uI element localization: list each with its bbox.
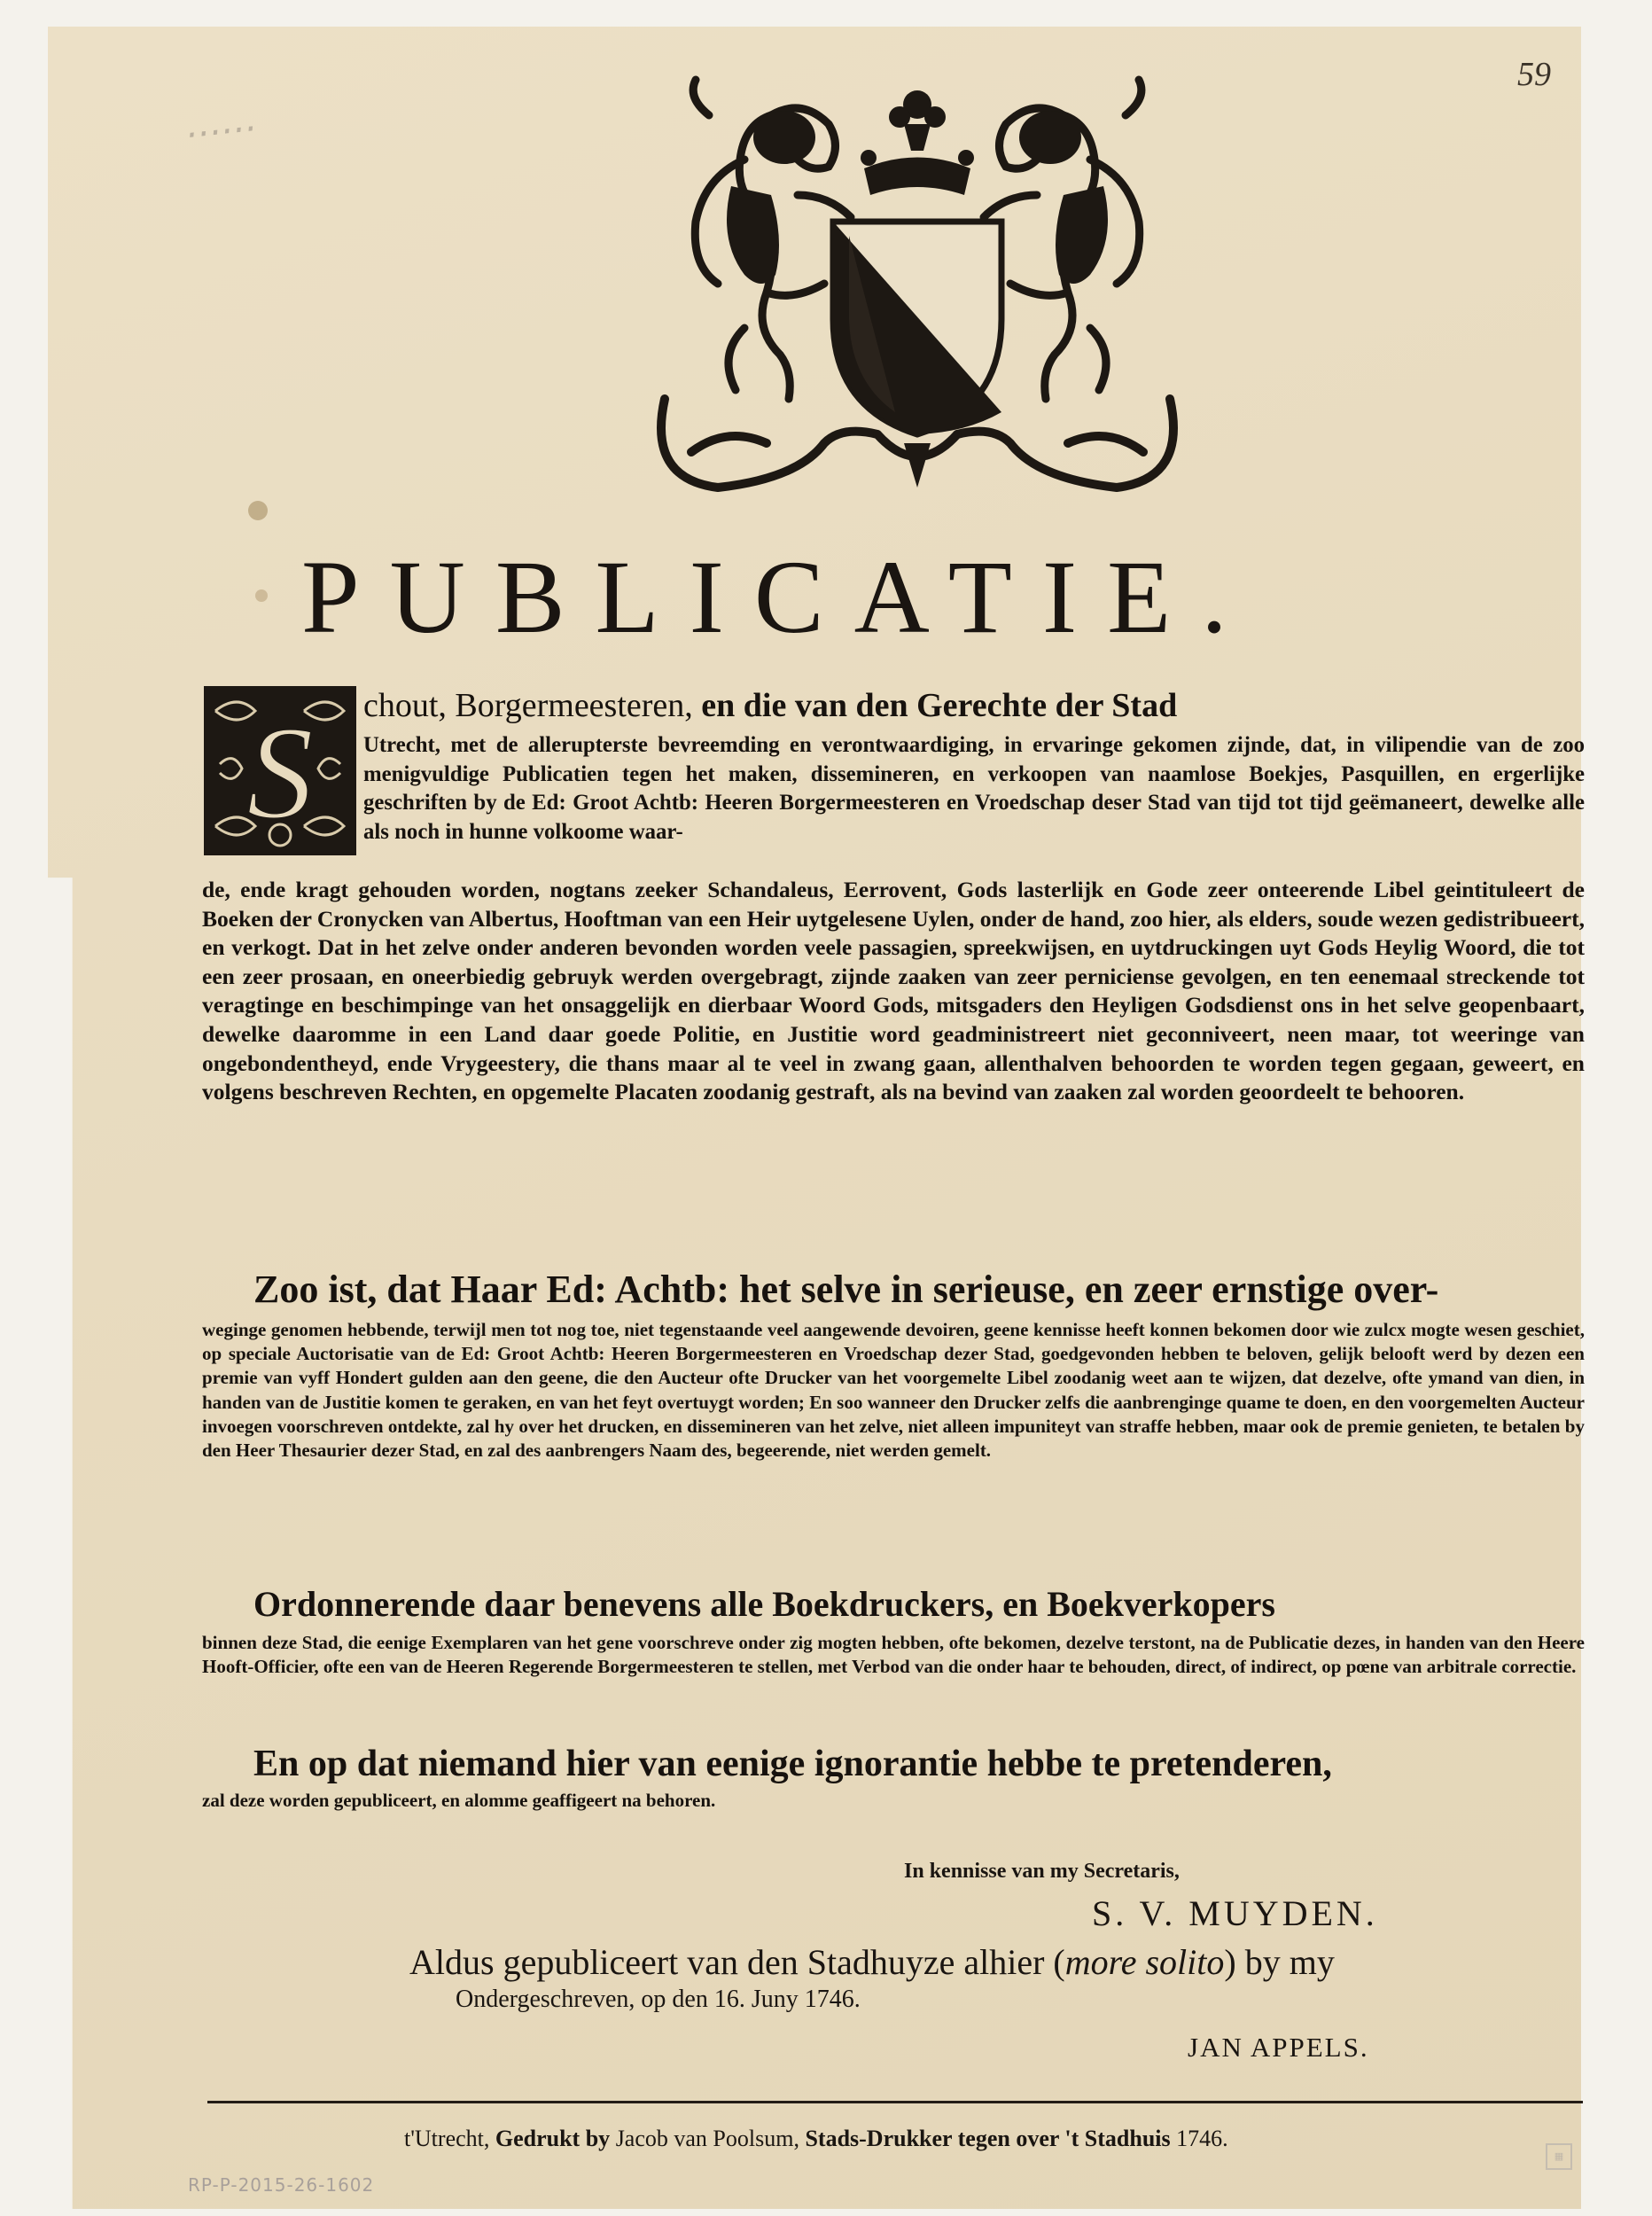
crown-icon xyxy=(861,90,974,195)
paper-stain xyxy=(248,501,268,520)
signer-name: JAN APPELS. xyxy=(1188,2032,1369,2063)
paper-stain xyxy=(255,589,268,602)
imprint-year: 1746. xyxy=(1176,2126,1228,2151)
paragraph-1-body: de, ende kragt gehouden worden, nogtans zeeker Schandaleus, Eerrovent, Gods lasterlijk en Gode zeer onteerende Libel geintituleert de Boeken der Cronycken van Albertus, Hooftman van een Heir uytgelesene Uylen, onder de hand, zoo hier, als elders, soude wezen gedistribueert, en verkogt. Dat in het zelve onder anderen bevonden worden veele passagien, spreekwijsen, en uytdruckingen uyt Gods Heylig Woord, die tot een zeer prosaan, en oneerbiedig gebruyk werden overgebragt, zijnde zaaken van zeer perniciense gevolgen, en ten eenemaal streckende tot veragtinge en beschimpinge van het onsaggelijk en dierbaar Woord Gods, mitsgaders den Heyligen Godsdienst ons in het selve geopenbaart, dewelke daaromme in een Land daar goede Politie, en Justitie word geadministreert niet geconniveert, neen maar, tot weeringe van ongebondentheyd, ende Vrygeestery, die thans maar al te veel in zwang gaan, allenthalven behoorden te worden tegen gegaan, geweert, en volgens beschreven Rechten, en opgemelte Placaten zoodanig gestraft, als na bevind van zaaken zal worden geoordeelt te behooren. xyxy=(202,877,1585,1105)
imprint-role: Stads-Drukker tegen over 't Stadhuis xyxy=(805,2126,1177,2151)
paragraph-1-opening: chout, Borgermeesteren, xyxy=(363,687,702,724)
paragraph-1-opening-bold: en die van den Gerechte der Stad xyxy=(701,687,1178,724)
paragraph-2-heading: Zoo ist, dat Haar Ed: Achtb: het selve in serieuse, en zeer ernstige over- xyxy=(253,1268,1439,1311)
paragraph-1-first-line xyxy=(363,684,1585,727)
secretary-name: S. V. MUYDEN. xyxy=(1092,1893,1378,1933)
publication-line xyxy=(409,1941,1335,1983)
paragraph-4-heading: En op dat niemand hier van eenige ignorantie hebbe te pretenderen, xyxy=(253,1744,1332,1784)
drop-cap-letter: S xyxy=(246,699,314,847)
footer-divider xyxy=(207,2101,1583,2103)
paragraph-1-indented: Utrecht, met de allerupterste bevreemding en verontwaardiging, in ervaringe gekomen zijnde, dat, in vilipendie van de zoo menigvuldige Publicatien tegen het maken, dissemineren, en verkoopen van naamlose Boekjes, Pasquillen, en ergerlijke geschriften by de Ed: Groot Achtb: Heeren Borgermeesteren en Vroedschap deser Stad van tijd tot tijd geëmaneert, dewelke alle als noch in hunne volkoome waar- xyxy=(363,733,1585,844)
paragraph-3-body: binnen deze Stad, die eenige Exemplaren van het gene voorschreve onder zig mogten hebben, ofte bekomen, dezelve terstont, na de Publicatie dezes, in handen van den Heere Hooft-Officier, ofte een van de Heeren Regerende Borgermeesteren te stellen, met Verbod van die onder haar te behouden, direct, of indirect, op pœne van arbitrale correctie. xyxy=(202,1632,1585,1678)
publication-line-a: Aldus gepubliceert van den Stadhuyze alhier ( xyxy=(409,1942,1065,1982)
collection-stamp-icon: ▦ xyxy=(1546,2143,1572,2170)
imprint-place: t'Utrecht, xyxy=(404,2126,495,2151)
page-number: 59 xyxy=(1517,56,1551,93)
pencil-annotation: …… xyxy=(183,98,260,147)
paragraph-4-body: zal deze worden gepubliceert, en alomme geaffigeert na behoren. xyxy=(202,1790,716,1811)
imprint-printed-by: Gedrukt by xyxy=(495,2126,616,2151)
inventory-number: RP-P-2015-26-1602 xyxy=(188,2174,375,2196)
imprint-printer: Jacob van Poolsum, xyxy=(615,2126,806,2151)
document-title: PUBLICATIE. xyxy=(301,539,1258,655)
publication-date: Ondergeschreven, op den 16. Juny 1746. xyxy=(456,1986,861,2013)
utrecht-coat-of-arms xyxy=(612,62,1223,505)
publication-line-b: ) by my xyxy=(1224,1942,1335,1982)
paragraph-2-body: weginge genomen hebbende, terwijl men tot nog toe, niet tegenstaande veel aangewende devoiren, geene kennisse heeft konnen bekomen door wie zulcx mogte wesen geschiet, op speciale Auctorisatie van de Ed: Groot Achtb: Heeren Borgermeesteren en Vroedschap dezer Stad, goedgevonden hebben te beloven, gelijk belooft werd by dezen een premie van vyff Hondert gulden aan den geene, die den Aucteur ofte Drucker van het voorgemelte Libel zoodanig weet aan te wijzen, dat dezelve, ofte ymand van dien, in handen van de Justitie komen te geraken, en van het feyt overtuygt worden; En soo wanneer den Drucker zelfs die aanbrenginge quame te doen, en den voorgemelten Aucteur invoegen voorschreven ontdekte, zal hy over het drucken, en dissemineren van het zelve, niet alleen impuniteyt van straffe hebben, maar ook de premie genieten, te betalen by den Heer Thesaurier dezer Stad, en zal des aanbrengers Naam des, begeerende, niet werden gemelt. xyxy=(202,1319,1585,1462)
publication-italic: more solito xyxy=(1064,1942,1225,1982)
paragraph-3-heading: Ordonnerende daar benevens alle Boekdruckers, en Boekverkopers xyxy=(253,1584,1275,1624)
printer-imprint xyxy=(404,2126,1228,2152)
drop-cap-ornament xyxy=(202,684,358,857)
shield-icon xyxy=(833,222,1001,434)
attestation-line: In kennisse van my Secretaris, xyxy=(904,1860,1180,1883)
